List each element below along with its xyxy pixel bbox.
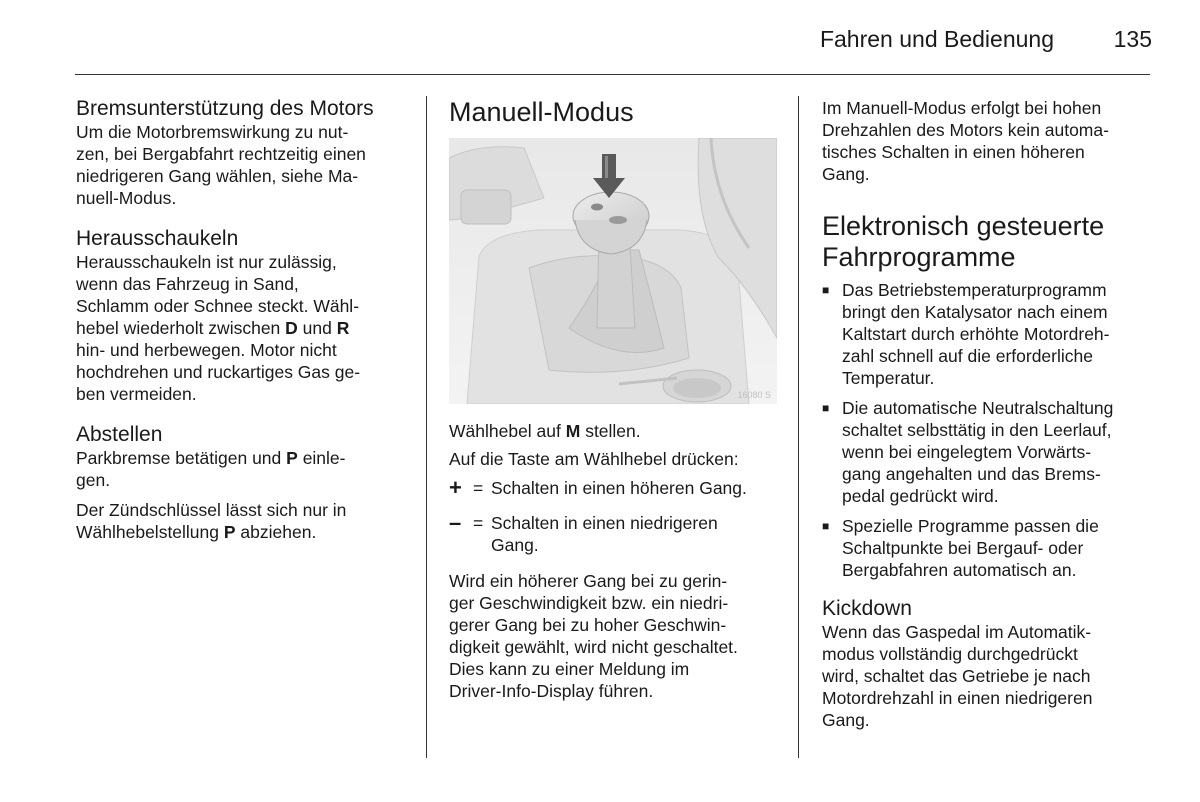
legend-text <box>491 512 789 556</box>
section-heading-rocking: Herausschaukeln <box>76 227 239 250</box>
text-line: Gang. <box>822 164 870 184</box>
text-line: Im Manuell-Modus erfolgt bei hohen <box>822 98 1102 118</box>
text-line: Der Zündschlüssel lässt sich nur in <box>76 500 347 520</box>
text-line: zen, bei Bergabfahrt rechtzeitig einen <box>76 144 366 164</box>
section-heading-manual-mode: Manuell-Modus <box>449 97 634 127</box>
text-line: gang angehalten und das Brems- <box>842 464 1101 484</box>
figure-id: 16080 S <box>737 390 771 400</box>
text-run: stellen. <box>580 421 641 441</box>
list-item <box>822 397 1162 507</box>
column-left <box>76 97 416 543</box>
gear-lever-drawing <box>449 138 777 404</box>
text-run: einle- <box>297 448 346 468</box>
section-heading-kickdown: Kickdown <box>822 597 912 620</box>
minus-icon: – <box>449 510 462 535</box>
legend-text: Schalten in einen höheren Gang. <box>491 478 747 498</box>
text-line: wenn bei eingelegtem Vorwärts- <box>842 442 1092 462</box>
text-line: Die automatische Neutralschaltung <box>842 398 1114 418</box>
text-run: abziehen. <box>235 522 317 542</box>
equals-sign: = <box>473 513 484 533</box>
text-line: schaltet selbsttätig in den Leerlauf, <box>842 420 1112 440</box>
text-line: Temperatur. <box>842 368 935 388</box>
column-middle-text <box>449 420 789 702</box>
section-heading-drive-programs: Elektronisch gesteuerte <box>822 211 1105 241</box>
text-line: bringt den Katalysator nach einem <box>842 302 1108 322</box>
gear-p-label: P <box>286 448 298 468</box>
text-line: niedrigeren Gang wählen, siehe Ma- <box>76 166 359 186</box>
section-heading-parking: Abstellen <box>76 423 163 446</box>
instruction-step <box>449 420 789 442</box>
text-line: Um die Motorbremswirkung zu nut- <box>76 122 349 142</box>
text-line: Schlamm oder Schnee steckt. Wähl- <box>76 296 360 316</box>
gear-m-label: M <box>565 421 581 441</box>
text-line: ger Geschwindigkeit bzw. ein niedri- <box>449 593 729 613</box>
text-line: Spezielle Programme passen die <box>842 516 1099 536</box>
text-line: Drehzahlen des Motors kein automa- <box>822 120 1109 140</box>
text-line: pedal gedrückt wird. <box>842 486 999 506</box>
text-line: hin- und herbewegen. Motor nicht <box>76 340 337 360</box>
text-line: Bergabfahren automatisch an. <box>842 560 1077 580</box>
text-line: Gang. <box>822 710 870 730</box>
list-item <box>822 515 1162 581</box>
list-item-text <box>842 279 1162 389</box>
gear-r-label: R <box>336 318 350 338</box>
text-line: Wird ein höherer Gang bei zu gerin- <box>449 571 728 591</box>
column-middle <box>449 97 789 128</box>
text-run: Wählhebelstellung <box>76 522 224 542</box>
text-run: Parkbremse betätigen und <box>76 448 287 468</box>
text-line: ben vermeiden. <box>76 384 197 404</box>
text-line: Wenn das Gaspedal im Automatik- <box>822 622 1092 642</box>
text-line: nuell-Modus. <box>76 188 177 208</box>
plus-icon: + <box>449 475 462 500</box>
legend-row-plus <box>449 477 789 499</box>
text-line: Kaltstart durch erhöhte Motordreh- <box>842 324 1110 344</box>
text-line <box>76 317 416 339</box>
text-line: wenn das Fahrzeug in Sand, <box>76 274 299 294</box>
section-heading-drive-programs-cont: Fahrprogramme <box>822 242 1016 272</box>
text-line: tisches Schalten in einen höheren <box>822 142 1085 162</box>
list-item-text <box>842 397 1162 507</box>
text-line: wird, schaltet das Getriebe je nach <box>822 666 1091 686</box>
text-line: zahl schnell auf die erforderliche <box>842 346 1093 366</box>
running-header-title: Fahren und Bedienung <box>819 26 1054 52</box>
text-line: Schalten in einen niedrigeren <box>491 513 718 533</box>
text-line: digkeit gewählt, wird nicht geschaltet. <box>449 637 738 657</box>
text-line: hochdrehen und ruckartiges Gas ge- <box>76 362 361 382</box>
gear-lever-illustration <box>449 138 777 404</box>
list-item-text <box>842 515 1162 581</box>
text-line: Driver-Info-Display führen. <box>449 681 654 701</box>
bullet-square-icon: ■ <box>822 519 830 533</box>
list-item <box>822 279 1162 389</box>
bullet-square-icon: ■ <box>822 401 830 415</box>
legend-row-minus <box>449 512 789 556</box>
instruction-step: Auf die Taste am Wählhebel drücken: <box>449 449 739 469</box>
gear-d-label: D <box>285 318 298 338</box>
text-line: Gang. <box>491 535 539 555</box>
text-line: gen. <box>76 470 111 490</box>
text-line <box>76 447 416 469</box>
column-right <box>822 97 1162 731</box>
text-line: modus vollständig durchgedrückt <box>822 644 1078 664</box>
text-line: Dies kann zu einer Meldung im <box>449 659 690 679</box>
text-line: gerer Gang bei zu hoher Geschwin- <box>449 615 727 635</box>
gear-p-label: P <box>223 522 236 542</box>
text-line: Herausschaukeln ist nur zulässig, <box>76 252 337 272</box>
text-line <box>76 521 416 543</box>
bullet-square-icon: ■ <box>822 283 830 297</box>
column-divider-left <box>426 96 427 758</box>
text-run: und <box>297 318 337 338</box>
column-divider-right <box>798 96 799 758</box>
text-line: Das Betriebstemperaturprogramm <box>842 280 1107 300</box>
text-line: Schaltpunkte bei Bergauf- oder <box>842 538 1084 558</box>
text-run: hebel wiederholt zwischen <box>76 318 286 338</box>
page-number: 135 <box>1113 26 1152 52</box>
section-heading-engine-brake: Bremsunterstützung des Motors <box>76 97 374 120</box>
text-run: Wählhebel auf <box>449 421 566 441</box>
text-line: Motordrehzahl in einen niedrigeren <box>822 688 1093 708</box>
header-rule <box>75 74 1150 75</box>
equals-sign: = <box>473 478 484 498</box>
